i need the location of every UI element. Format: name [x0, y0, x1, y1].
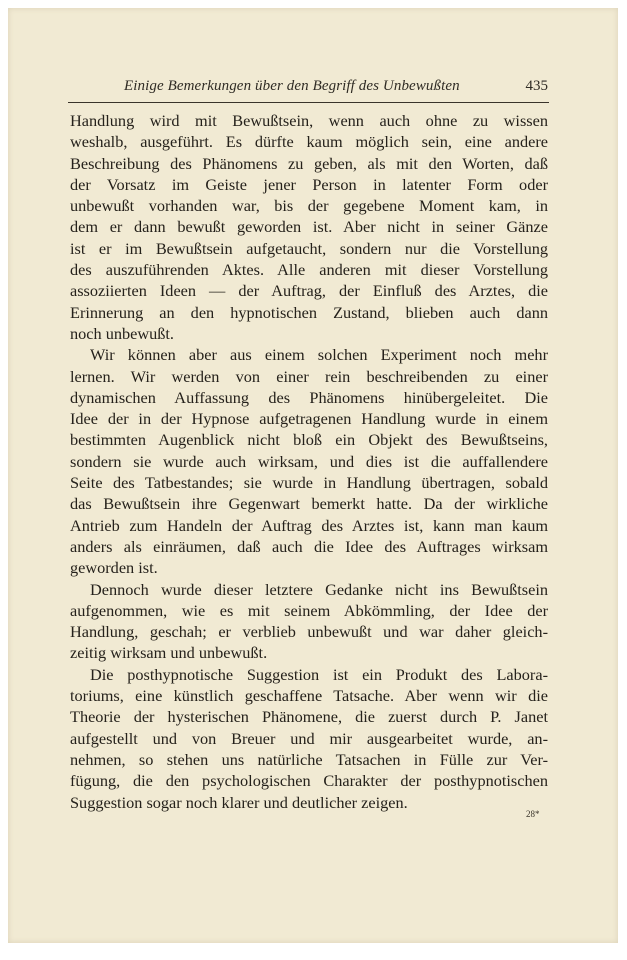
text-line: dynamischen Auffassung des Phänomens hinübergeleitet. Die [70, 387, 548, 407]
text-line: zeitig wirksam und unbewußt. [70, 643, 268, 663]
text-line: Erinnerung an den hypnotischen Zustand, blieben auch dann [70, 302, 548, 322]
text-line: anders als einräumen, daß auch die Idee des Auftrages wirksam [70, 536, 548, 556]
text-line: weshalb, ausgeführt. Es dürfte kaum möglich sein, eine andere [70, 132, 548, 152]
text-line: nehmen, so stehen uns natürliche Tatsachen in Fülle zur Ver- [70, 749, 548, 769]
text-line: geworden ist. [70, 558, 158, 578]
text-line: Wir können aber aus einem solchen Experiment noch mehr [90, 345, 548, 365]
text-line: Suggestion sogar noch klarer und deutlicher zeigen. [70, 792, 408, 812]
text-line: aufgestellt und von Breuer und mir ausgearbeitet wurde, an- [70, 728, 548, 748]
text-line: toriums, eine künstlich geschaffene Tatsache. Aber wenn wir die [70, 686, 548, 706]
text-line: das Bewußtsein ihre Gegenwart bemerkt hatte. Da der wirkliche [70, 494, 548, 514]
text-line: Seite des Tatbestandes; sie wurde in Handlung übertragen, sobald [70, 473, 548, 493]
text-line: lernen. Wir werden von einer rein beschreibenden zu einer [70, 366, 548, 386]
text-line: noch unbewußt. [70, 323, 174, 343]
text-line: Handlung, geschah; er verblieb unbewußt und war daher gleich- [70, 622, 548, 642]
book-page [8, 8, 618, 943]
text-line: dem er dann bewußt geworden ist. Aber nicht in seiner Gänze [70, 217, 548, 237]
text-line: Beschreibung des Phänomens zu geben, als mit den Worten, daß [70, 153, 548, 173]
text-line: Antrieb zum Handeln der Auftrag des Arztes ist, kann man kaum [70, 515, 548, 535]
text-line: bestimmten Augenblick nicht bloß ein Objekt des Bewußtseins, [70, 430, 548, 450]
text-line: Dennoch wurde dieser letztere Gedanke nicht ins Bewußtsein [90, 579, 548, 599]
body-text [70, 110, 548, 813]
text-line: Handlung wird mit Bewußtsein, wenn auch ohne zu wissen [70, 111, 548, 130]
text-line: des auszuführenden Aktes. Alle anderen mit dieser Vorstellung [70, 260, 548, 280]
signature-mark: 28* [526, 809, 540, 819]
text-line: der Vorsatz im Geiste jener Person in latenter Form oder [70, 174, 548, 194]
text-line: ist er im Bewußtsein aufgetaucht, sondern nur die Vorstellung [70, 238, 548, 258]
running-title: Einige Bemerkungen über den Begriff des Unbewußten [124, 78, 460, 94]
header-rule [68, 102, 549, 103]
text-line: assoziierten Ideen — der Auftrag, der Einfluß des Arztes, die [70, 281, 548, 301]
page-header [68, 78, 548, 95]
text-line: Die posthypnotische Suggestion ist ein Produkt des Labora- [90, 664, 548, 684]
text-line: Theorie der hysterischen Phänomene, die zuerst durch P. Janet [70, 707, 548, 727]
text-line: fügung, die den psychologischen Charakter der posthypnotischen [70, 771, 548, 791]
text-line: unbewußt vorhanden war, bis der gegebene Moment kam, in [70, 196, 548, 216]
text-line: Idee der in der Hypnose aufgetragenen Handlung wurde in einem [70, 409, 548, 429]
page-number: 435 [525, 78, 548, 94]
text-line: sondern sie wurde auch wirksam, und dies ist die auffallendere [70, 451, 548, 471]
text-line: aufgenommen, wie es mit seinem Abkömmling, der Idee der [70, 600, 548, 620]
